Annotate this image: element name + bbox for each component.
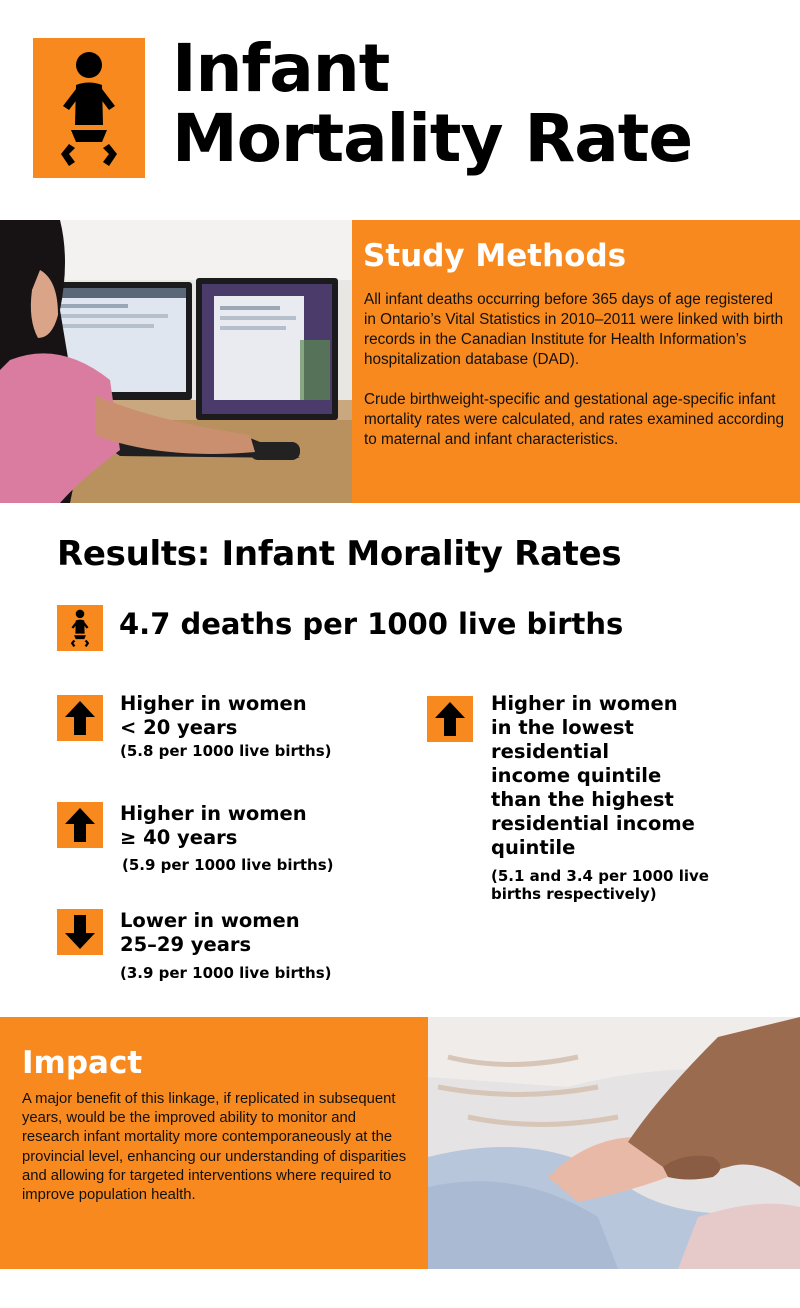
baby-stat-icon-box	[57, 605, 103, 651]
result-item-4-detail: (5.1 and 3.4 per 1000 live births respectively)	[491, 867, 709, 903]
result-item-4-heading: Higher in women in the lowest residential income quintile than the highest residential income quintile	[491, 692, 695, 859]
study-methods-paragraph-1: All infant deaths occurring before 365 days of age registered in Ontario’s Vital Statistics in 2010–2011 were linked with birth records in the Canadian Institute for Health Information’s hospitalization database (DAD).	[364, 291, 784, 368]
result-item-3-heading: Lower in women 25–29 years	[120, 909, 300, 956]
arrow-up-icon	[427, 696, 473, 742]
arrow-down-icon	[57, 909, 103, 955]
result-item-1-detail: (5.8 per 1000 live births)	[120, 742, 332, 760]
baby-icon	[33, 38, 145, 178]
arrow-up-box	[57, 802, 103, 848]
baby-logo	[33, 38, 145, 178]
study-methods-paragraph-2: Crude birthweight-specific and gestational age-specific infant mortality rates were calculated, and rates examined according to maternal and infant characteristics.	[364, 391, 785, 448]
impact-text: A major benefit of this linkage, if replicated in subsequent years, would be the improved ability to monitor and research infant mortality more contemporaneously at the provincial level, enhancing our understanding of disparities and allowing for targeted interventions where required to improve population health.	[22, 1091, 407, 1204]
main-stat: 4.7 deaths per 1000 live births	[119, 607, 624, 641]
page-title	[172, 30, 792, 177]
baby-icon	[57, 605, 103, 651]
study-methods-title: Study Methods	[363, 238, 627, 274]
result-item-3-detail: (3.9 per 1000 live births)	[120, 964, 332, 982]
results-title: Results: Infant Morality Rates	[57, 534, 622, 574]
arrow-down-box	[57, 909, 103, 955]
arrow-up-box	[57, 695, 103, 741]
computer-work-photo	[0, 220, 352, 503]
impact-title: Impact	[22, 1045, 143, 1081]
arrow-up-icon	[57, 695, 103, 741]
result-item-2-detail: (5.9 per 1000 live births)	[122, 856, 334, 874]
arrow-up-icon	[57, 802, 103, 848]
baby-hand-photo	[428, 1017, 800, 1269]
result-item-1-heading: Higher in women < 20 years	[120, 692, 307, 739]
title-line-1: Infant	[172, 30, 390, 107]
result-item-2-heading: Higher in women ≥ 40 years	[120, 802, 307, 849]
title-line-2: Mortality Rate	[172, 100, 693, 177]
arrow-up-box	[427, 696, 473, 742]
